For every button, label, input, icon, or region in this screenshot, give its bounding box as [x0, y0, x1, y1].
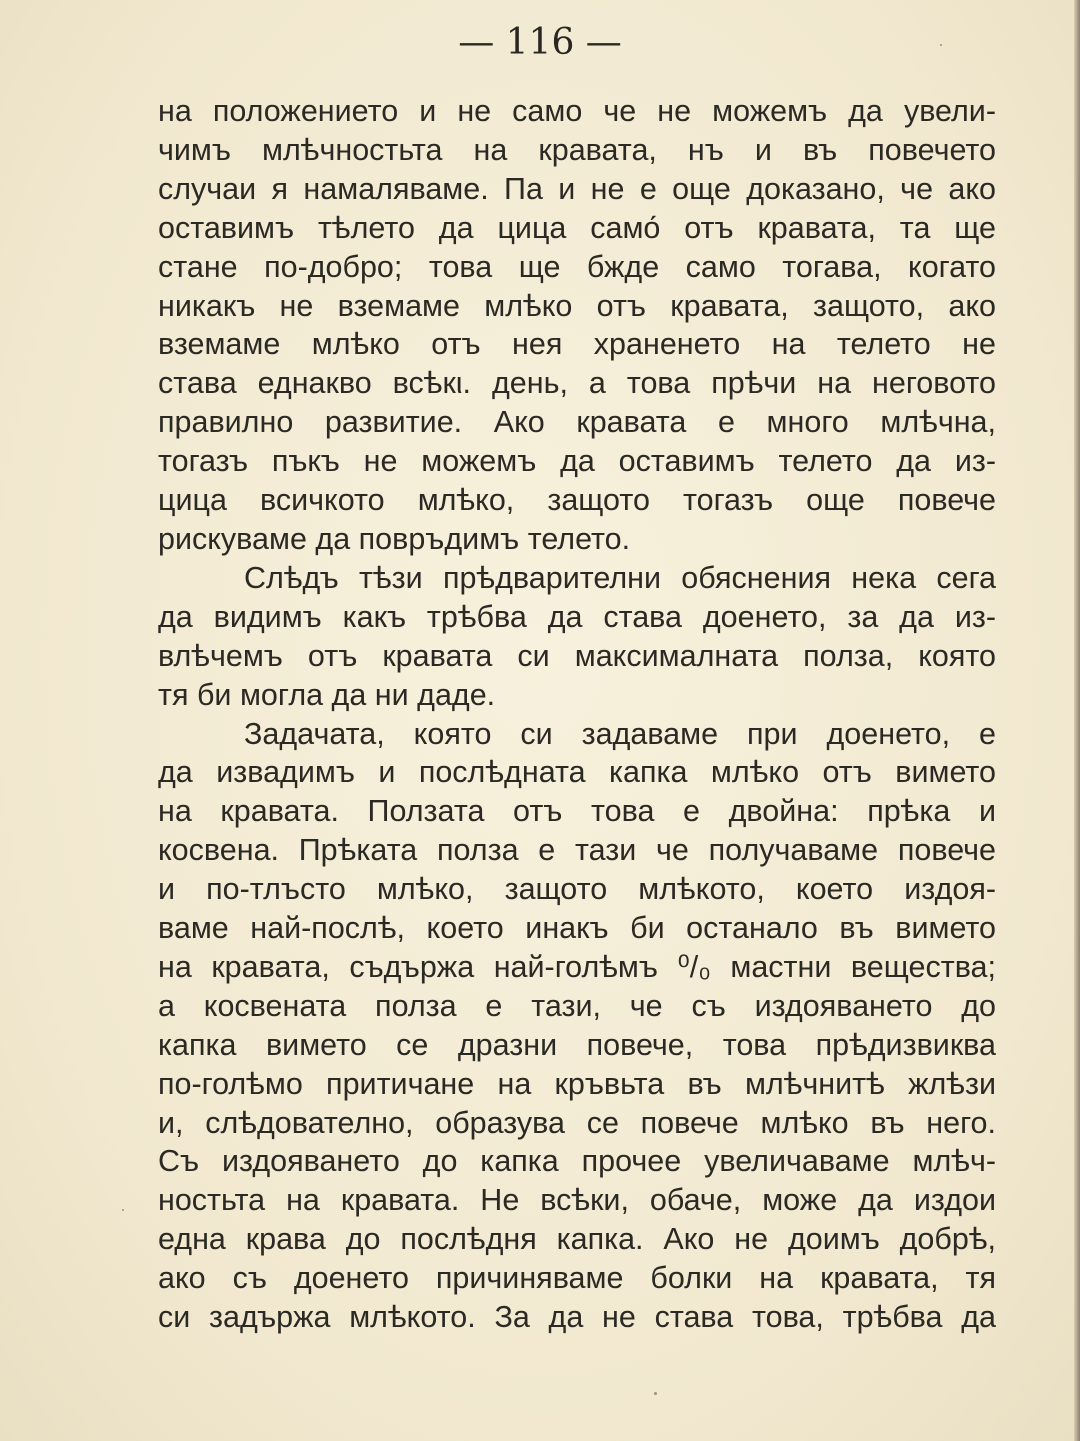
page-edge-shadow	[1074, 0, 1080, 1441]
text-line: цица всичкото млѣко, защото тогазъ още повече	[158, 483, 996, 518]
text-line: ностьта на кравата. Не всѣки, обаче, може да издои	[158, 1183, 996, 1218]
text-line: чимъ млѣчностьта на кравата, нъ и въ повечето	[158, 132, 996, 167]
text-line: да видимъ какъ трѣбва да става доенето, за да из-	[158, 599, 996, 634]
paper-speck	[122, 1209, 124, 1211]
text-line: тя би могла да ни даде.	[158, 677, 496, 712]
text-line: и по-тлъсто млѣко, защото млѣкото, което издоя-	[158, 872, 996, 907]
text-line: ако съ доенето причиняваме болки на кравата, тя	[158, 1261, 996, 1296]
text-line: една крава до послѣдня капка. Ако не доимъ добрѣ,	[158, 1222, 996, 1257]
text-line: вземаме млѣко отъ нея храненето на телето не	[158, 327, 996, 362]
paragraph-2	[158, 559, 996, 715]
text-line: оставимъ тѣлето да цица само́ отъ кравата, та ще	[158, 210, 996, 245]
text-line: капка вимето се дразни повече, това прѣдизвиква	[158, 1027, 996, 1062]
text-line: Съ издояването до капка прочее увеличаваме млѣч-	[158, 1144, 996, 1179]
text-line: влѣчемъ отъ кравата си максималната полза, която	[158, 638, 996, 673]
text-line: на положението и не само че не можемъ да увели-	[158, 94, 996, 128]
paragraph-3	[158, 715, 996, 1338]
text-line: си задържа млѣкото. За да не става това, трѣбва да	[158, 1300, 996, 1335]
paper-speck	[940, 44, 942, 46]
page-number: — 116 —	[458, 22, 622, 63]
text-line: да извадимъ и послѣдната капка млѣко отъ вимето	[158, 755, 996, 790]
body-text	[158, 92, 996, 1337]
text-line: по-голѣмо притичане на кръвьта въ млѣчнитѣ жлѣзи	[158, 1066, 996, 1101]
text-line: и, слѣдователно, образува се повече млѣко въ него.	[158, 1105, 996, 1140]
text-line: на кравата. Ползата отъ това е двойна: прѣка и	[158, 794, 996, 829]
text-line: правилно развитие. Ако кравата е много млѣчна,	[158, 405, 996, 440]
text-line: на кравата, съдържа най-голѣмъ ⁰/₀ мастни вещества;	[158, 949, 996, 984]
text-line: а косвената полза е тази, че съ издояването до	[158, 988, 996, 1023]
text-line: стане по-добро; това ще бжде само тогава, когато	[158, 249, 996, 284]
text-line: случаи я намаляваме. Па и не е още доказано, че ако	[158, 171, 996, 206]
text-line: ваме най-послѣ, което инакъ би останало въ вимето	[158, 911, 996, 946]
text-line: става еднакво всѣкι. день, а това прѣчи на неговото	[158, 366, 996, 401]
text-line: косвена. Прѣката полза е тази че получаваме повече	[158, 833, 996, 868]
text-line: Задачата, която си задаваме при доенето, е	[244, 716, 996, 751]
paper-speck	[654, 1392, 657, 1395]
text-line: рискуваме да повръдимъ телето.	[158, 521, 631, 556]
text-line: никакъ не вземаме млѣко отъ кравата, защото, ако	[158, 288, 996, 323]
text-line: тогазъ пъкъ не можемъ да оставимъ телето да из-	[158, 444, 996, 479]
paragraph-1	[158, 92, 996, 559]
text-line: Слѣдъ тѣзи прѣдварителни обяснения нека сега	[244, 560, 996, 595]
